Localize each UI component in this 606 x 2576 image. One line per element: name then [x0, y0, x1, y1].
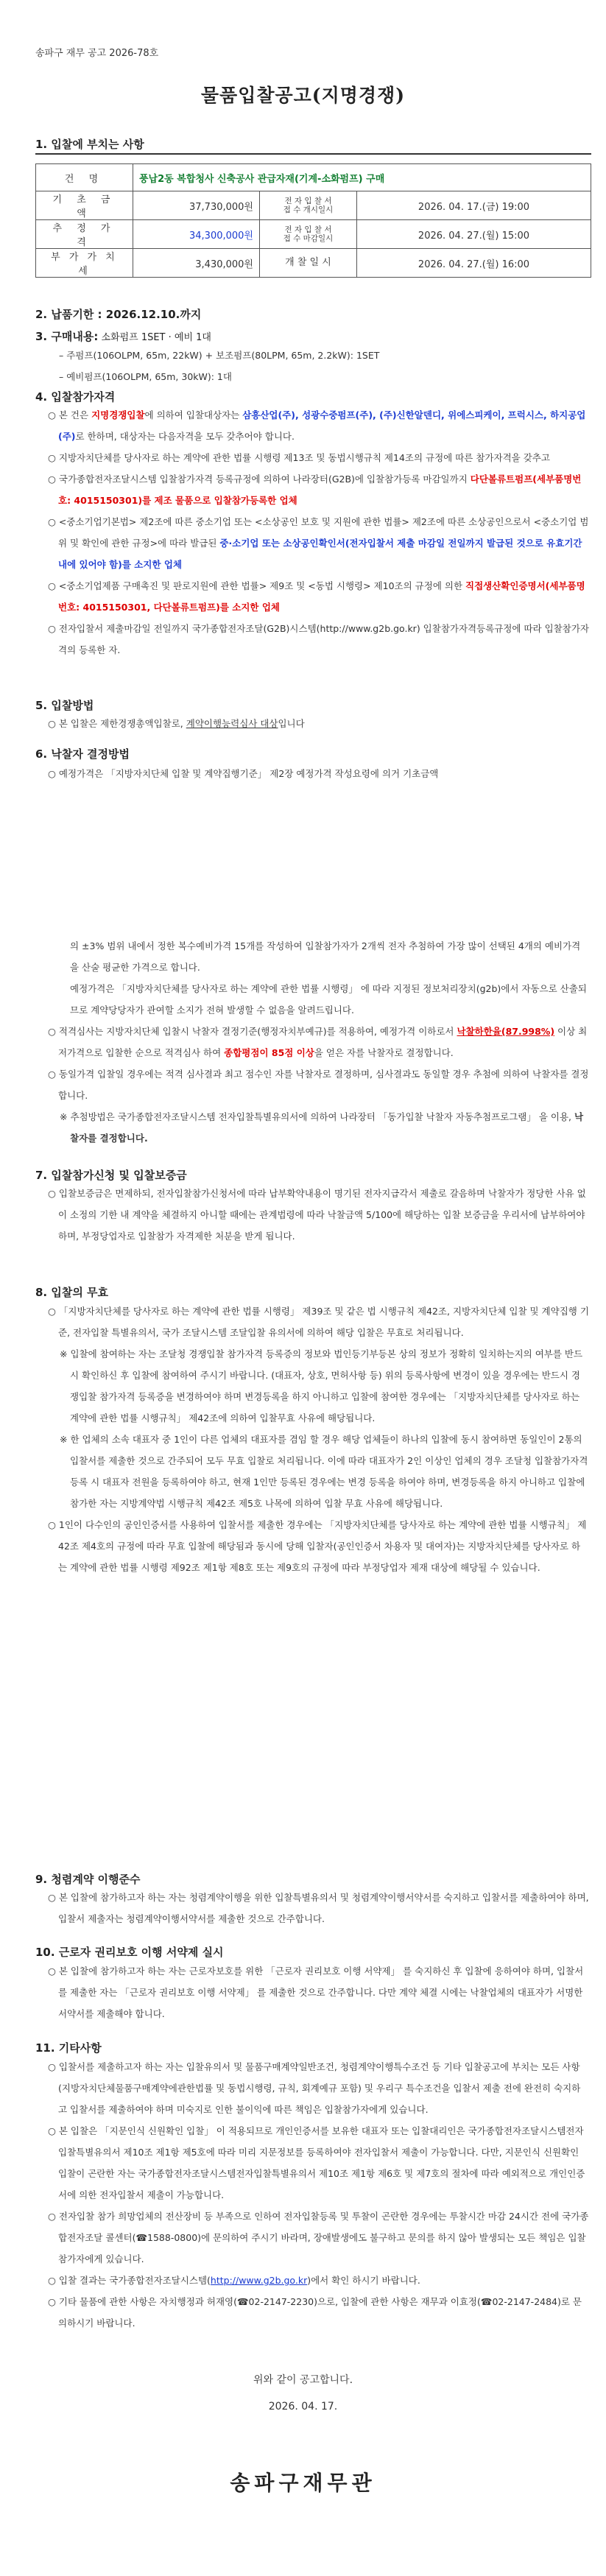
section-7-body — [48, 1183, 589, 1247]
section-3-title-rest: 소화펌프 1SET · 예비 1대 — [98, 332, 211, 343]
section-6-body-top — [48, 763, 589, 784]
g2b-link[interactable]: http://www.g2b.go.kr — [210, 2275, 308, 2286]
section-1-heading: 1. 입찰에 부치는 사항 — [35, 138, 144, 151]
other-5: ○ 기타 물품에 관한 사항은 자치행정과 허재영(☎02-2147-2230)으로, 입찰에 관한 사항은 재무과 이효정(☎02-2147-2484)로 문의하시기 바랍니다. — [48, 2296, 582, 2329]
award-method-2: 의 ±3% 범위 내에서 정한 복수예비가격 15개를 작성하여 입찰참가자가 2개씩 전자 추첨하여 가장 많이 선택된 4개의 예비가격을 산술 평균한 가격으로 합니다. — [70, 940, 581, 973]
section-3-title: 3. 구매내용: — [35, 330, 99, 343]
purchase-line-2: – 예비펌프(106OLPM, 65m, 30kW): 1대 — [59, 371, 232, 382]
award-method-5: ○ 동일가격 입찰일 경우에는 적격 심사결과 최고 점수인 자를 낙찰자로 결정하며, 심사결과도 동일할 경우 추첨에 의하여 낙찰자를 결정합니다. — [48, 1069, 589, 1101]
table-row — [36, 220, 591, 249]
other-1: ○ 입찰서를 제출하고자 하는 자는 입찰유의서 및 물품구매계약일반조건, 청렴계약이행특수조건 등 기타 입찰공고에 부치는 모든 사항(지방자치단체물품구매계약에관한법률 및 동법시행령, 규칙, 회계예규 포함) 및 우리구 특수조건을 입찰서 제출 전에 완전히 숙지하고 입찰서를 제출하여야 하며 미숙지로 인한 불이익에 따른 책임은 입찰참가자에게 있습니다. — [48, 2061, 581, 2115]
vat-label: 부 가 가 치 세 — [36, 249, 133, 278]
submission-start-label: 전 자 입 찰 서 접 수 개시일시 — [260, 191, 357, 220]
qualification-4: ○ <중소기업기본법> 제2조에 따른 중소기업 또는 <소상공인 보호 및 지원에 관한 법률> 제2조에 따른 소상공인으로서 <중소기업 범위 및 확인에 관한 규정>에 따라 발급된 중·소기업 또는 소상공인확인서(전자입찰서 제출 마감일 전일까지 발급된 것으로 유효기간 내에 있어야 함)를 소지한 업체 — [48, 516, 589, 570]
section-10-heading: 10. 근로자 권리보호 이행 서약제 실시 — [35, 1946, 224, 1959]
section-6-body — [48, 935, 589, 1149]
invalid-bid-note-2: ※ 한 업체의 소속 대표자 중 1인이 다른 업체의 대표자를 겸임 할 경우 해당 업체들이 하나의 입찰에 동시 참여하면 동일인이 2통의 입찰서를 제출한 것으로 간주되어 모두 무효 입찰로 처리됩니다. 이에 따라 대표자가 2인 이상인 업체의 경우 조달청 입찰참가자격 등록 시 대표자 전원을 등록하여야 하고, 현재 1인만 등록된 경우에는 변경 등록을 하여야 하며, 변경등록을 하지 아니하고 입찰에 참가한 자는 지방계약법 시행규칙 제42조 제5호 나목에 의하여 입찰 무효 사유에 해당됩니다. — [60, 1434, 588, 1509]
qualification-2: ○ 지방자치단체를 당사자로 하는 계약에 관한 법률 시행령 제13조 및 동법시행규칙 제14조의 규정에 따른 참가자격을 갖추고 — [48, 452, 550, 463]
other-3: ○ 전자입찰 참가 희망업체의 전산장비 등 부족으로 인하여 전자입찰등록 및 투찰이 곤란한 경우에는 투찰시간 마감 24시간 전에 국가종합전자조달 콜센터(☎1588-0800)에 문의하여 주시기 바라며, 장애발생에도 불구하고 문의를 하지 않아 발생되는 모든 책임은 입찰참가자에게 있습니다. — [48, 2211, 589, 2264]
section-3-body — [59, 345, 600, 387]
bid-bond: ○ 입찰보증금은 면제하되, 전자입찰참가신청서에 따라 납부확약내용이 명기된 전자지급각서 제출로 갈음하며 낙찰자가 정당한 사유 없이 소정의 기한 내 계약을 체결하지 아니할 때에는 관계법령에 따라 낙찰금액 5/100에 해당하는 입찰 보증금을 우리서에 납부하여야 하며, 부정당업자로 입찰참가 자격제한 처분을 받게 됩니다. — [48, 1188, 586, 1242]
bid-info-table — [35, 163, 591, 278]
submission-end-date: 2026. 04. 27.(월) 15:00 — [357, 220, 591, 249]
notice-date: 2026. 04. 17. — [268, 2401, 338, 2413]
section-5-body — [48, 713, 589, 734]
section-11-heading: 11. 기타사항 — [35, 2041, 102, 2055]
section-6-heading: 6. 낙찰자 결정방법 — [35, 747, 130, 761]
section-4-body — [48, 404, 589, 661]
award-method-4: ○ 적격심사는 지방자치단체 입찰시 낙찰자 결정기준(행정자치부예규)를 적용하여, 예정가격 이하로서 낙찰하한율(87.998%) 이상 최저가격으로 입찰한 순으로 적격심사 하여 종합평점이 85점 이상을 얻은 자를 낙찰자로 결정합니다. — [48, 1026, 588, 1058]
table-row — [36, 249, 591, 278]
estimated-price-value: 34,300,000원 — [133, 220, 260, 249]
opening-date: 2026. 04. 27.(월) 16:00 — [357, 249, 591, 278]
closing-text: 위와 같이 공고합니다. — [253, 2374, 353, 2386]
qualification-1: ○ 본 건은 지명경쟁입찰에 의하여 입찰대상자는 삼흥산업(주), 성광수중펌프(주), (주)신한알덴디, 위에스피케이, 프럭시스, 하지공업(주)로 한하며, 대상자는 다음자격을 모두 갖추어야 합니다. — [48, 409, 586, 442]
table-row — [36, 191, 591, 220]
qualification-5: ○ <중소기업제품 구매촉진 및 판로지원에 관한 법률> 제9조 및 <동법 시행령> 제10조의 규정에 의한 직접생산확인증명서(세부품명번호: 4015150301, 다단볼류트펌프)를 소지한 업체 — [48, 580, 585, 613]
other-4: ○ 입찰 결과는 국가종합전자조달시스템(http://www.g2b.go.kr)에서 확인 하시기 바랍니다. — [48, 2275, 420, 2286]
section-10-body — [48, 1960, 589, 2024]
section-7-heading: 7. 입찰참가신청 및 입찰보증금 — [35, 1169, 187, 1182]
submission-end-label: 전 자 입 찰 서 접 수 마감일시 — [260, 220, 357, 249]
worker-rights: ○ 본 입찰에 참가하고자 하는 자는 근로자보호를 위한 「근로자 권리보호 이행 서약제」 를 숙지하신 후 입찰에 응하여야 하며, 입찰서를 제출한 자는 「근로자 권리보호 이행 서약제」 를 제출한 것으로 간주합니다. 다만 계약 체결 시에는 낙찰업체의 대표자가 서명한 서약서를 제출해야 합니다. — [48, 1966, 584, 2019]
section-3-heading — [35, 328, 211, 344]
section-5-heading: 5. 입찰방법 — [35, 699, 94, 712]
item-name-value: 풍납2동 복합청사 신축공사 관급자재(기계-소화펌프) 구매 — [133, 164, 591, 191]
notice-number: 송파구 재무 공고 2026-78호 — [35, 48, 159, 59]
base-amount-value: 37,730,000원 — [133, 191, 260, 220]
award-method-1: ○ 예정가격은 「지방자치단체 입찰 및 계약집행기준」 제2장 예정가격 작성요령에 의거 기초금액 — [48, 768, 439, 779]
integrity-contract: ○ 본 입찰에 참가하고자 하는 자는 청렴계약이행을 위한 입찰특별유의서 및 청렴계약이행서약서를 숙지하고 입찰서를 제출하여야 하며, 입찰서 제출자는 청렴계약이행서약서를 제출한 것으로 간주합니다. — [48, 1892, 589, 1924]
invalid-bid-1: ○ 「지방자치단체를 당사자로 하는 계약에 관한 법률 시행령」 제39조 및 같은 법 시행규칙 제42조, 지방자치단체 입찰 및 계약집행 기준, 전자입찰 특별유의서, 국가 조달시스템 조달입찰 유의서에 의하여 해당 입찰은 무효로 처리됩니다. — [48, 1306, 589, 1338]
estimated-price-label: 추 정 가 격 — [36, 220, 133, 249]
qualification-6: ○ 전자입찰서 제출마감일 전일까지 국가종합전자조달(G2B)시스템(http://www.g2b.go.kr) 입찰참가자격등록규정에 따라 입찰참가자격의 등록한 자. — [48, 623, 589, 655]
issuing-authority: 송파구재무관 — [230, 2471, 376, 2495]
section-8-body — [48, 1301, 589, 1578]
invalid-bid-2: ○ 1인이 다수인의 공인인증서를 사용하여 입찰서를 제출한 경우에는 「지방자치단체를 당사자로 하는 계약에 관한 법률 시행규칙」 제42조 제4호의 규정에 따라 무효 입찰에 해당됨과 동시에 당해 입찰자(공인인증서 차용자 및 대여자)는 지방자치단체를 당사자로 하는 계약에 관한 법률 시행령 제92조 제1항 제8호 또는 제9호의 규정에 따라 부정당업자 제재 대상에 해당될 수 있습니다. — [48, 1519, 587, 1573]
award-method-3: 예정가격은 「지방자치단체를 당사자로 하는 계약에 관한 법률 시행령」 에 따라 지정된 정보처리장치(g2b)에서 자동으로 산출되므로 계약당당자가 관여할 소지가 전혀 발생할 수 없음을 알려드립니다. — [70, 983, 587, 1016]
qualification-3: ○ 국가종합전자조달시스템 입찰참가자격 등록규정에 의하여 나라장터(G2B)에 입찰참가등록 마감일까지 다단볼류트펌프(세부품명번호: 4015150301)를 제조 물품으로 입찰참가등록한 업체 — [48, 474, 582, 506]
table-row — [36, 164, 591, 191]
vat-value: 3,430,000원 — [133, 249, 260, 278]
section-9-heading: 9. 청렴계약 이행준수 — [35, 1873, 141, 1886]
base-amount-label: 기 초 금 액 — [36, 191, 133, 220]
section-2-heading: 2. 납품기한 : 2026.12.10.까지 — [35, 308, 202, 321]
section-4-heading: 4. 입찰참가자격 — [35, 390, 116, 404]
section-8-heading: 8. 입찰의 무효 — [35, 1286, 109, 1299]
other-2: ○ 본 입찰은 「지문인식 신원확인 입찰」 이 적용되므로 개인인증서를 보유한 대표자 또는 입찰대리인은 국가종합전자조달시스템전자입찰특별유의서 제10조 제1항 제5호에 따라 미리 지문정보를 등록하여야 전자입찰서 제출이 가능합니다. 다만, 지문인식 신원확인 입찰이 곤란한 자는 국가종합전자조달시스템전자입찰특별유의서 제10조 제1항 제6호 및 제7호의 절차에 따라 예외적으로 개인인증서에 의한 전자입찰서 제출이 가능합니다. — [48, 2125, 585, 2200]
purchase-line-1: – 주펌프(106OLPM, 65m, 22kW) + 보조펌프(80LPM, 65m, 2.2kW): 1SET — [59, 350, 380, 361]
section-11-body — [48, 2056, 589, 2334]
invalid-bid-note-1: ※ 입찰에 참여하는 자는 조달청 경쟁입찰 참가자격 등록증의 정보와 법인등기부등본 상의 정보가 정확히 일치하는지의 여부를 반드시 확인하신 후 입찰에 참여하여 주시기 바랍니다. (대표자, 상호, 면허사항 등) 위의 등록사항에 변경이 있을 경우에는 반드시 경쟁입찰 참가자격 등록증을 변경하여야 하며 변경등록을 하지 아니하고 입찰에 참여한 경우에는 「지방자치단체를 당사자로 하는 계약에 관한 법률 시행규칙」 제42조에 의하여 입찰무효 사유에 해당됩니다. — [60, 1348, 583, 1424]
award-method-6: ※ 추첨방법은 국가종합전자조달시스템 전자입찰특별유의서에 의하여 나라장터 「동가입찰 낙찰자 자동추첨프로그램」 을 이용, 낙찰자를 결정합니다. — [60, 1111, 584, 1144]
section-divider — [35, 153, 591, 155]
submission-start-date: 2026. 04. 17.(금) 19:00 — [357, 191, 591, 220]
page-title: 물품입찰공고(지명경쟁) — [200, 85, 406, 106]
section-9-body — [48, 1887, 589, 1929]
item-name-label: 건 명 — [36, 164, 133, 191]
bid-method: ○ 본 입찰은 제한경쟁총액입찰로, 계약이행능력심사 대상입니다 — [48, 718, 305, 729]
opening-label: 개 찰 일 시 — [260, 249, 357, 278]
